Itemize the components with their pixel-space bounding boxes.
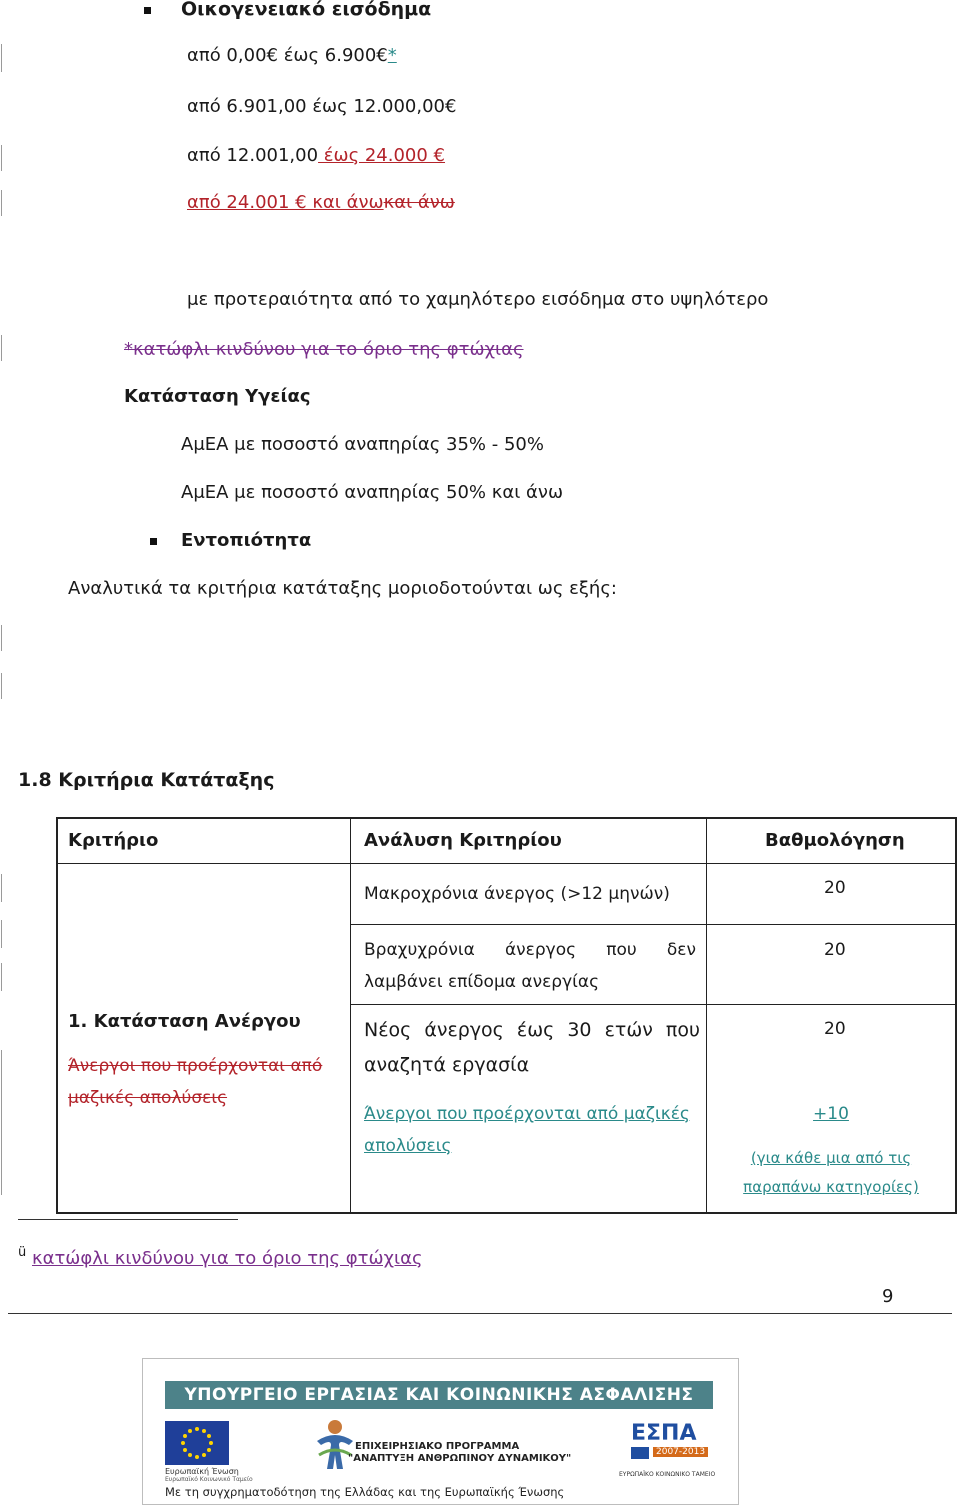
eu-caption-line-1: Ευρωπαϊκή Ένωση: [165, 1467, 239, 1476]
espa-logo-icon: ΕΣΠΑ 2007-2013: [631, 1421, 715, 1469]
change-bar: [1, 673, 2, 699]
table-row-3-analysis-line-2: αναζητά εργασία: [364, 1054, 530, 1076]
footer-banner: [142, 1358, 739, 1505]
espa-caption: ΕΥΡΩΠΑΪΚΟ ΚΟΙΝΩΝΙΚΟ ΤΑΜΕΙΟ: [619, 1471, 716, 1478]
health-heading: Κατάσταση Υγείας: [124, 386, 311, 407]
change-bar: [1, 874, 2, 902]
program-line-2: "ΑΝΑΠΤΥΞΗ ΑΝΘΡΩΠΙΝΟΥ ΔΥΝΑΜΙΚΟΥ": [348, 1453, 572, 1464]
bullet-icon: [144, 7, 151, 14]
page-number: 9: [882, 1286, 894, 1307]
header-criterion: Κριτήριο: [68, 830, 159, 851]
footnote-text: κατώφλι κινδύνου για το όριο της φτώχιας: [32, 1248, 423, 1269]
section-title: 1.8 Κριτήρια Κατάταξης: [18, 769, 275, 791]
locality-heading: Εντοπιότητα: [181, 530, 312, 551]
human-figure-icon: [313, 1415, 357, 1473]
table-row-4-score-note-line-2: παραπάνω κατηγορίες): [743, 1178, 919, 1196]
table-row-2-analysis-line-1: Βραχυχρόνια άνεργος που δεν: [364, 940, 696, 960]
change-bar: [1, 335, 2, 361]
table-row-4-score: +10: [813, 1104, 849, 1124]
table-row-1-score: 20: [824, 878, 846, 898]
bullet-icon: [150, 538, 157, 545]
table-row-4-analysis-line-2: απολύσεις: [364, 1136, 452, 1156]
health-row-1: ΑμΕΑ με ποσοστό αναπηρίας 35% - 50%: [181, 434, 544, 455]
program-line-1: ΕΠΙΧΕΙΡΗΣΙΑΚΟ ΠΡΟΓΡΑΜΜΑ: [355, 1441, 520, 1452]
table-row-4-analysis-line-1: Άνεργοι που προέρχονται από μαζικές: [364, 1104, 690, 1124]
criteria-table: [56, 817, 957, 1214]
table-row-2-score: 20: [824, 940, 846, 960]
ministry-bar: ΥΠΟΥΡΓΕΙΟ ΕΡΓΑΣΙΑΣ ΚΑΙ ΚΟΙΝΩΝΙΚΗΣ ΑΣΦΑΛΙΣΗΣ: [165, 1381, 713, 1409]
footnote-marker: ü: [18, 1245, 27, 1260]
criterion-deleted-line-1: Άνεργοι που προέρχονται από: [68, 1056, 323, 1076]
criterion-deleted-line-2: μαζικές απολύσεις: [68, 1088, 228, 1108]
header-score: Βαθμολόγηση: [765, 830, 905, 851]
cofinance-text: Με τη συγχρηματοδότηση της Ελλάδας και της Ευρωπαϊκής Ένωσης: [165, 1485, 565, 1499]
change-bar: [1, 44, 2, 72]
poverty-note-deleted: *κατώφλι κινδύνου για το όριο της φτώχιας: [124, 339, 524, 360]
income-row-2: από 6.901,00 έως 12.000,00€: [187, 96, 457, 117]
priority-note: με προτεραιότητα από το χαμηλότερο εισόδημα στο υψηλότερο: [187, 289, 769, 310]
table-row-1-analysis: Μακροχρόνια άνεργος (>12 μηνών): [364, 884, 670, 904]
analysis-intro: Αναλυτικά τα κριτήρια κατάταξης μοριοδοτούνται ως εξής:: [68, 578, 617, 599]
page-footer-rule: [8, 1313, 952, 1314]
eu-flag-icon: [165, 1421, 229, 1465]
change-bar: [1, 190, 2, 216]
table-row-3-analysis-line-1: Νέος άνεργος έως 30 ετών που: [364, 1019, 700, 1041]
change-bar: [1, 145, 2, 171]
income-row-4: από 24.001 € και άνωκαι άνω: [187, 192, 455, 213]
income-row-1: από 0,00€ έως 6.900€*: [187, 45, 397, 66]
change-bar: [1, 963, 2, 991]
table-row-2-analysis-line-2: λαμβάνει επίδομα ανεργίας: [364, 972, 600, 992]
change-bar: [1, 1050, 2, 1195]
criterion-unemployed: 1. Κατάσταση Ανέργου: [68, 1011, 301, 1032]
income-row-3: από 12.001,00 έως 24.000 €: [187, 145, 446, 166]
health-row-2: ΑμΕΑ με ποσοστό αναπηρίας 50% και άνω: [181, 482, 564, 503]
table-row-3-score: 20: [824, 1019, 846, 1039]
change-bar: [1, 625, 2, 651]
table-row-4-score-note-line-1: (για κάθε μια από τις: [750, 1149, 912, 1167]
eu-caption-line-2: Ευρωπαϊκό Κοινωνικό Ταμείο: [165, 1476, 253, 1483]
family-income-heading: Οικογενειακό εισόδημα: [181, 0, 432, 20]
header-analysis: Ανάλυση Κριτηρίου: [364, 830, 562, 851]
change-bar: [1, 920, 2, 948]
footnote-separator: [18, 1219, 238, 1220]
